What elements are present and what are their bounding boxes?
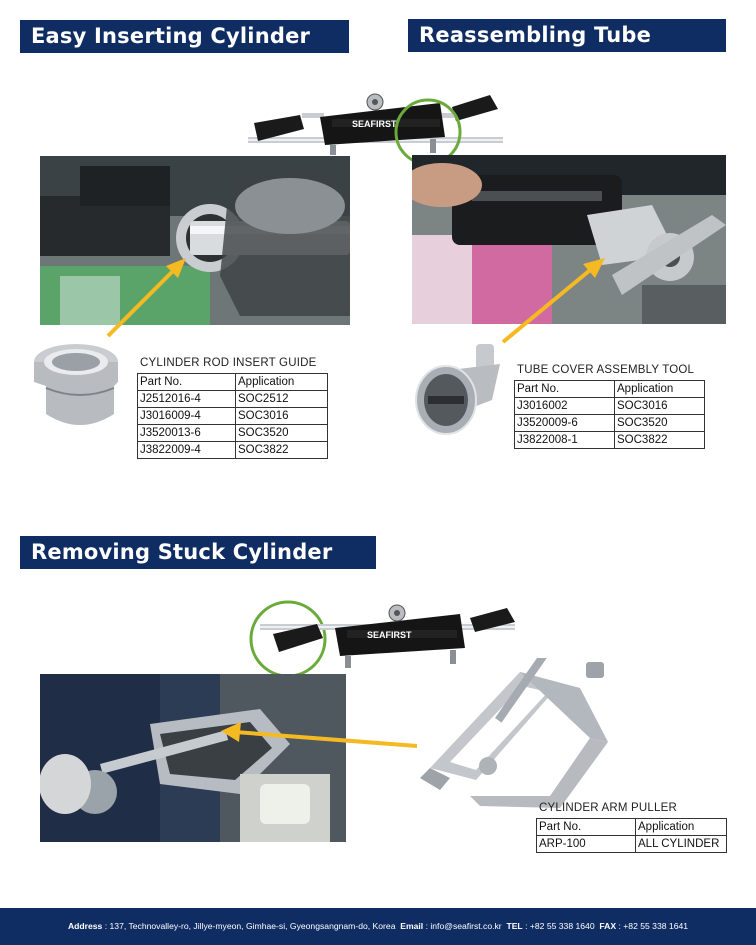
application-cell: SOC3520 (236, 425, 328, 442)
column-header: Part No. (537, 819, 636, 836)
column-header: Part No. (138, 374, 236, 391)
insert-guide-product-image (24, 336, 134, 436)
fax-text: : +82 55 338 1641 (618, 921, 689, 931)
table-row (138, 442, 328, 459)
footer-contact-bar (0, 908, 756, 945)
section-banner-tube-cover (408, 19, 726, 80)
table-header-row (515, 381, 705, 398)
table-title-insert-guide: CYLINDER ROD INSERT GUIDE (140, 357, 317, 369)
table-header-row (537, 819, 727, 836)
tube-cover-tool-product-image (410, 340, 510, 440)
arm-puller-photo (40, 674, 346, 842)
brand-logo: SEAFIRST (352, 119, 397, 129)
insert-guide-table (137, 373, 328, 459)
table-row (515, 432, 705, 449)
column-header: Application (615, 381, 705, 398)
part-number-cell: J3520009-6 (515, 415, 615, 432)
part-number-cell: J3822008-1 (515, 432, 615, 449)
tel-label: TEL (506, 921, 523, 931)
application-cell: SOC2512 (236, 391, 328, 408)
application-cell: SOC3016 (615, 398, 705, 415)
steering-cylinder-image (240, 85, 510, 165)
part-number-cell: J3016009-4 (138, 408, 236, 425)
part-number-cell: J2512016-4 (138, 391, 236, 408)
address-label: Address (67, 921, 103, 931)
section-banner-stuck-arm (20, 536, 376, 597)
table-row (537, 836, 727, 853)
part-number-cell: J3520013-6 (138, 425, 236, 442)
part-number-cell: J3016002 (515, 398, 615, 415)
application-cell: SOC3822 (236, 442, 328, 459)
table-row (138, 425, 328, 442)
table-header-row (138, 374, 328, 391)
tel-text: : +82 55 338 1640 (525, 921, 595, 931)
table-title-tube-cover-tool: TUBE COVER ASSEMBLY TOOL (517, 364, 695, 376)
application-cell: SOC3520 (615, 415, 705, 432)
column-header: Part No. (515, 381, 615, 398)
section-banner-inserting-rod (20, 20, 349, 81)
arrow-to-rod (100, 250, 200, 345)
address-text: : 137, Technovalley-ro, Jillye-myeon, Gimhae-si, Gyeongsangnam-do, Korea (104, 921, 396, 931)
column-header: Application (636, 819, 727, 836)
tube-cover-tool-table (514, 380, 705, 449)
section-title: Easy Inserting Cylinder Rod (31, 24, 311, 81)
table-row (138, 408, 328, 425)
arrow-to-arm (215, 722, 420, 752)
table-title-arm-puller: CYLINDER ARM PULLER (539, 802, 678, 814)
table-row (138, 391, 328, 408)
section-title: Removing Stuck Cylinder Arm (31, 540, 333, 597)
table-row (515, 398, 705, 415)
arm-puller-table (536, 818, 727, 853)
arrow-to-tube-cover (495, 250, 615, 350)
part-number-cell: ARP-100 (537, 836, 636, 853)
column-header: Application (236, 374, 328, 391)
email-text: : info@seafirst.co.kr (425, 921, 502, 931)
section-title: Reassembling Tube Cover (419, 23, 652, 80)
part-number-cell: J3822009-4 (138, 442, 236, 459)
application-cell: SOC3016 (236, 408, 328, 425)
application-cell: SOC3822 (615, 432, 705, 449)
brand-logo: SEAFIRST (367, 630, 412, 640)
email-label: Email (400, 921, 424, 931)
table-row (515, 415, 705, 432)
application-cell: ALL CYLINDER (636, 836, 727, 853)
fax-label: FAX (599, 921, 617, 931)
